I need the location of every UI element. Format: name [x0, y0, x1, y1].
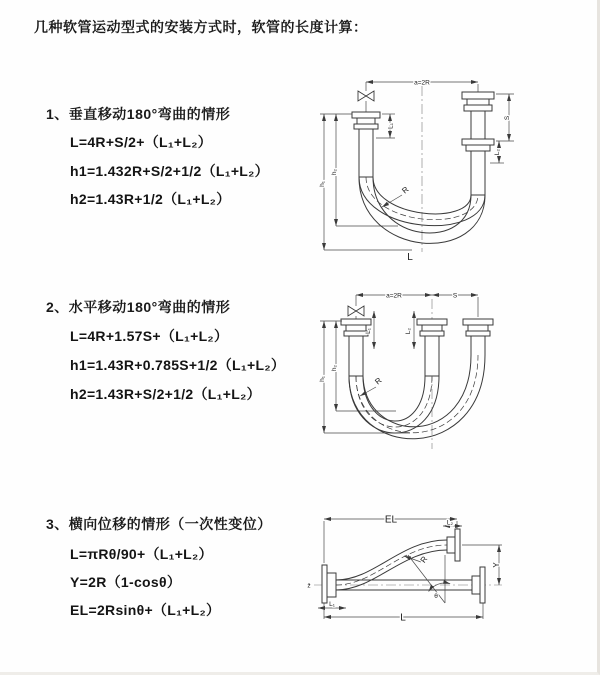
- dimension-S: [496, 94, 514, 141]
- dim-label-a2R: a=2R: [414, 79, 430, 87]
- dim-label-S: S: [452, 292, 458, 300]
- section-2-formula-h2: h2=1.43R+S/2+1/2（L₁+L₂）: [70, 386, 261, 402]
- dim-label-h2: h₂: [331, 364, 338, 372]
- braided-hose-section: [359, 129, 373, 177]
- diagram-vertical-180-bend: [308, 68, 568, 263]
- dim-label-S: S: [504, 115, 511, 121]
- radius-label: R: [400, 184, 411, 196]
- diagram-horizontal-180-bend: [310, 283, 582, 463]
- right-flange-fitting: [462, 92, 494, 195]
- left-flange-fitting: [322, 565, 336, 603]
- dimension-L2: [405, 311, 414, 349]
- section-1-formula-h1: h1=1.432R+S/2+1/2（L₁+L₂）: [70, 163, 269, 179]
- dim-label-h1: h₁: [319, 376, 326, 382]
- dim-label-L2: L₂: [405, 327, 412, 335]
- radius-label: R: [418, 554, 430, 565]
- length-label-L: L: [400, 612, 406, 624]
- dim-label-L2: L₂: [446, 519, 454, 527]
- dimension-S: [432, 293, 478, 318]
- upper-flange-fitting: [447, 529, 460, 561]
- hose-u-bend-curves: [349, 355, 485, 439]
- left-flange-fitting: [352, 112, 380, 177]
- dim-label-h1: h₁: [319, 181, 326, 187]
- section-2-heading: 2、水平移动180°弯曲的情形: [46, 299, 231, 315]
- dim-label-EL: EL: [384, 514, 398, 526]
- section-3-formula-L: L=πRθ/90+（L₁+L₂）: [70, 546, 213, 562]
- section-1-formula-h2: h2=1.43R+1/2（L₁+L₂）: [70, 191, 231, 207]
- braided-hose-section: [471, 151, 485, 195]
- braided-hose-section: [425, 336, 439, 376]
- dimension-EL: [324, 515, 457, 564]
- diagram-lateral-displacement: [300, 503, 600, 643]
- page-title: 几种软管运动型式的安装方式时，软管的长度计算：: [34, 19, 368, 35]
- dim-label-h2: h₂: [331, 168, 338, 176]
- middle-flange-fitting: [417, 319, 447, 376]
- dim-label-L1: L₁: [365, 328, 372, 334]
- angle-construction: [408, 555, 450, 603]
- dimension-L: [324, 603, 483, 624]
- length-label-L: L: [407, 252, 413, 263]
- dim-label-Y: Y: [492, 562, 501, 568]
- dimension-L2: [443, 520, 462, 527]
- right-flange-fitting: [463, 319, 493, 355]
- valve-icon: [358, 82, 374, 112]
- angle-label-theta: θ: [434, 593, 438, 600]
- section-1-heading: 1、垂直移动180°弯曲的情形: [46, 106, 231, 122]
- valve-icon: [348, 295, 364, 319]
- centerline-z-mark: z̄: [307, 582, 311, 590]
- dim-label-L1: L₁: [387, 123, 395, 129]
- left-flange-fitting: [341, 319, 371, 376]
- radius-label: R: [373, 375, 384, 387]
- section-2-formula-h1: h1=1.43R+0.785S+1/2（L₁+L₂）: [70, 357, 286, 373]
- right-flange-fitting: [472, 567, 485, 603]
- section-3-formula-EL: EL=2Rsinθ+（L₁+L₂）: [70, 602, 221, 618]
- section-1-formula-L: L=4R+S/2+（L₁+L₂）: [70, 134, 213, 150]
- hose-displaced-s-curve: [336, 540, 447, 590]
- dim-label-L2: L₂: [494, 148, 501, 156]
- section-2-formula-L: L=4R+1.57S+（L₁+L₂）: [70, 328, 229, 344]
- braided-hose-section: [349, 336, 363, 376]
- dimension-a2R: [356, 293, 432, 300]
- dim-label-a2R: a=2R: [386, 292, 402, 300]
- section-3-formula-Y: Y=2R（1-cosθ）: [70, 574, 182, 590]
- dim-label-L1: L₁: [329, 601, 335, 608]
- section-3-heading: 3、横向位移的情形（一次性变位）: [46, 516, 272, 532]
- dimension-h1: [319, 321, 410, 433]
- radius-callout: [382, 185, 411, 207]
- dimension-L1: [365, 311, 374, 349]
